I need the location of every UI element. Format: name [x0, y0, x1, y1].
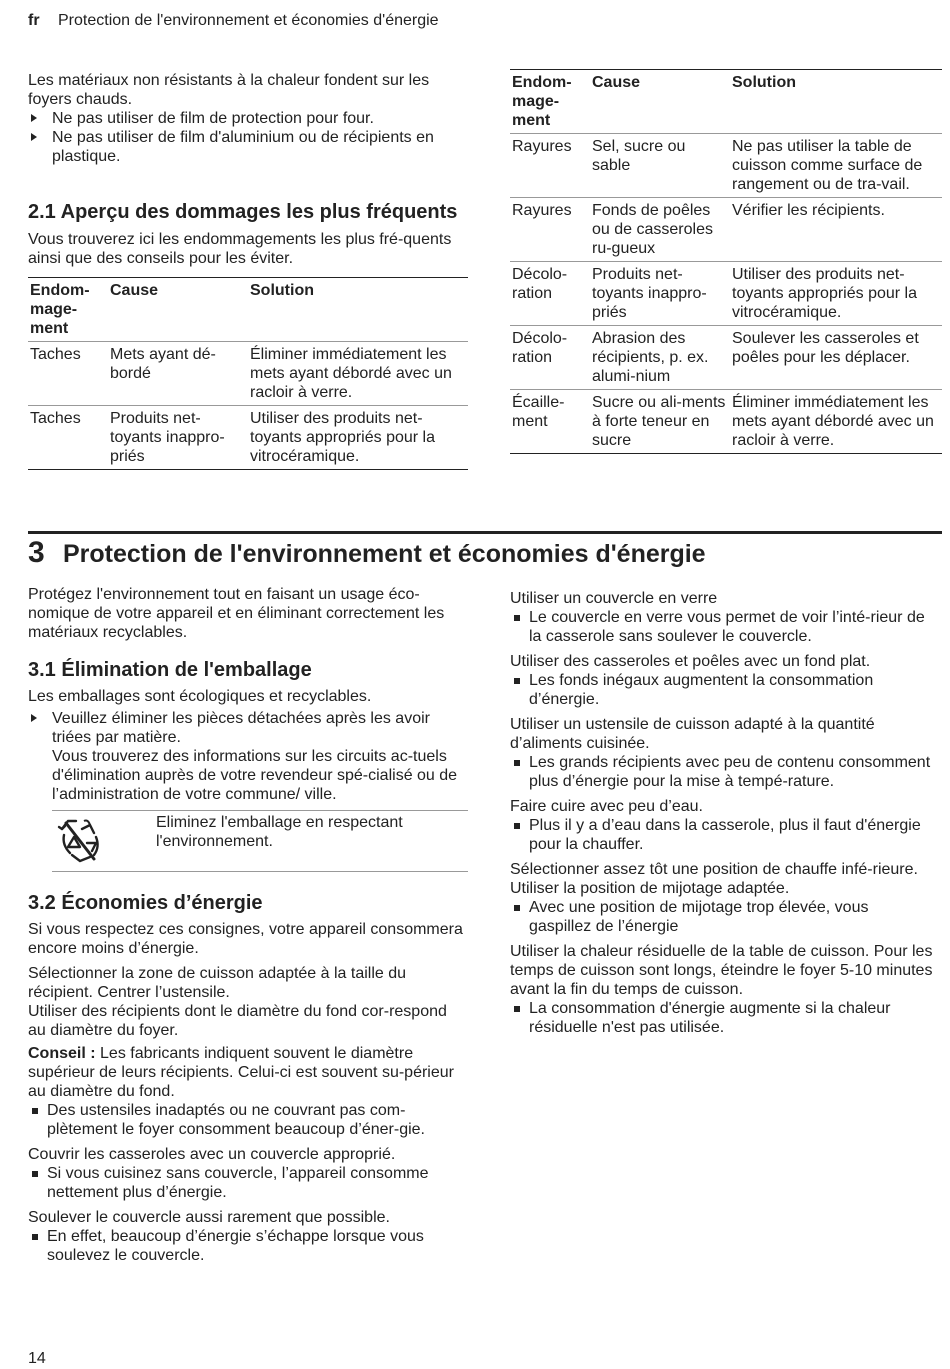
- table-header-row: [510, 70, 942, 134]
- cell-cause: Sel, sucre ou sable: [590, 134, 730, 198]
- intro-item: Ne pas utiliser de film d'aluminium ou de récipients en plastique.: [28, 128, 468, 166]
- recycling-icon: [54, 817, 104, 865]
- header-damage: Endom-mage-ment: [28, 278, 108, 342]
- tip-heading: Utiliser la chaleur résiduelle de la table de cuisson. Pour les temps de cuisson sont longs, éteindre le foyer 5-10 minutes avant la fin du temps de cuisson.: [510, 943, 933, 998]
- cell-solution: Utiliser des produits net-toyants appropriés pour la vitrocéramique.: [730, 262, 942, 326]
- table-row: [28, 342, 468, 406]
- section-3-1-item: Veuillez éliminer les pièces détachées après les avoir triées par matière.: [28, 709, 468, 747]
- header-solution: Solution: [248, 278, 468, 342]
- table-row: [510, 262, 942, 326]
- section-3-2-p1: Si vous respectez ces consignes, votre appareil consommera encore moins d’énergie.: [28, 921, 463, 957]
- cell-damage: Écaille-ment: [510, 390, 590, 454]
- cell-solution: Vérifier les récipients.: [730, 198, 942, 262]
- right-column-bottom: [510, 589, 935, 1037]
- table-header-row: [28, 278, 468, 342]
- section-3-rule: [28, 531, 942, 534]
- right-column-table: [510, 69, 942, 454]
- section-2-1-heading: [28, 201, 468, 224]
- section-3-2-p5: Soulever le couvercle aussi rarement que possible.: [28, 1209, 390, 1226]
- section-3-title: Protection de l'environnement et économies d'énergie: [63, 540, 706, 568]
- intro-text: Les matériaux non résistants à la chaleur fondent sur les foyers chauds.: [28, 72, 430, 108]
- tip-heading: Utiliser des casseroles et poêles avec un fond plat.: [510, 653, 871, 670]
- cell-damage: Taches: [28, 342, 108, 406]
- table-row: [510, 326, 942, 390]
- section-3-1-heading: [28, 659, 468, 682]
- cell-damage: Décolo-ration: [510, 262, 590, 326]
- cell-damage: Taches: [28, 406, 108, 470]
- bullet-item: Les grands récipients avec peu de contenu consomment plus d’énergie pour la mise à tempé-rature.: [510, 753, 935, 791]
- language-code: fr: [28, 12, 40, 29]
- section-3-intro: Protégez l'environnement tout en faisant un usage éco-nomique de votre appareil et en éliminant correctement les matériaux recyclables.: [28, 586, 445, 641]
- left-column-bottom: [28, 585, 468, 1265]
- tip-label: Conseil :: [28, 1045, 96, 1062]
- table-row: [510, 198, 942, 262]
- tip-heading: Utiliser un ustensile de cuisson adapté à la quantité d’aliments cuisinée.: [510, 716, 875, 752]
- tip-heading: Sélectionner assez tôt une position de chauffe infé-rieure. Utiliser la position de mijotage adaptée.: [510, 861, 918, 897]
- section-3-1-item-more: Vous trouverez des informations sur les circuits ac-tuels d'élimination auprès de votre revendeur spé-cialisé ou de l’administration de votre commune/ ville.: [52, 748, 458, 803]
- section-3-2-p2: Sélectionner la zone de cuisson adaptée à la taille du récipient. Centrer l’ustensile.: [28, 965, 407, 1001]
- section-title: Aperçu des dommages les plus fréquents: [60, 201, 458, 223]
- section-number: 3.1: [28, 659, 56, 681]
- recycling-note-text: Eliminez l'emballage en respectant l'environnement.: [156, 814, 403, 850]
- section-3-2-heading: [28, 892, 468, 915]
- section-number: 2.1: [28, 201, 56, 223]
- tip-heading: Faire cuire avec peu d’eau.: [510, 798, 703, 815]
- header-cause: Cause: [590, 70, 730, 134]
- left-column-top: [28, 71, 468, 470]
- cell-solution: Soulever les casseroles et poêles pour les déplacer.: [730, 326, 942, 390]
- cell-cause: Mets ayant dé-bordé: [108, 342, 248, 406]
- bullet-item: Si vous cuisinez sans couvercle, l’appareil consomme nettement plus d’énergie.: [28, 1164, 468, 1202]
- bullet-item: La consommation d'énergie augmente si la chaleur résiduelle n'est pas utilisée.: [510, 999, 935, 1037]
- recycling-note: [52, 810, 468, 872]
- damage-table-left: [28, 277, 468, 470]
- section-title: Élimination de l'emballage: [61, 659, 312, 681]
- section-3-1-text: Les emballages sont écologiques et recyclables.: [28, 688, 372, 705]
- table-row: [28, 406, 468, 470]
- cell-solution: Utiliser des produits net-toyants appropriés pour la vitrocéramique.: [248, 406, 468, 470]
- header-solution: Solution: [730, 70, 942, 134]
- tip-text: Les fabricants indiquent souvent le diamètre supérieur de leurs récipients. Celui-ci est souvent su-périeur au diamètre du fond.: [28, 1045, 454, 1100]
- running-header-title: Protection de l'environnement et économies d'énergie: [58, 12, 439, 29]
- bullet-item: Des ustensiles inadaptés ou ne couvrant pas com-plètement le foyer consomment beaucoup d’éner-gie.: [28, 1101, 468, 1139]
- cell-damage: Rayures: [510, 198, 590, 262]
- cell-cause: Produits net-toyants inappro-priés: [590, 262, 730, 326]
- cell-solution: Ne pas utiliser la table de cuisson comme surface de rangement ou de tra-vail.: [730, 134, 942, 198]
- intro-item: Ne pas utiliser de film de protection pour four.: [28, 109, 468, 128]
- table-row: [510, 390, 942, 454]
- cell-solution: Éliminer immédiatement les mets ayant débordé avec un racloir à verre.: [730, 390, 942, 454]
- header-cause: Cause: [108, 278, 248, 342]
- page-number: 14: [28, 1350, 46, 1367]
- tip-paragraph: [28, 1044, 468, 1101]
- section-title: Économies d’énergie: [61, 892, 263, 914]
- section-3-2-p3: Utiliser des récipients dont le diamètre du fond cor-respond au diamètre du foyer.: [28, 1003, 447, 1039]
- section-number: 3.2: [28, 892, 56, 914]
- cell-damage: Décolo-ration: [510, 326, 590, 390]
- section-3-2-p4: Couvrir les casseroles avec un couvercle approprié.: [28, 1146, 396, 1163]
- bullet-item: Plus il y a d’eau dans la casserole, plus il faut d'énergie pour la chauffer.: [510, 816, 935, 854]
- cell-cause: Fonds de poêles ou de casseroles ru-gueux: [590, 198, 730, 262]
- cell-cause: Produits net-toyants inappro-priés: [108, 406, 248, 470]
- cell-damage: Rayures: [510, 134, 590, 198]
- cell-cause: Sucre ou ali-ments à forte teneur en sucre: [590, 390, 730, 454]
- bullet-item: Avec une position de mijotage trop élevée, vous gaspillez de l’énergie: [510, 898, 935, 936]
- section-2-1-text: Vous trouverez ici les endommagements les plus fré-quents ainsi que des conseils pour les éviter.: [28, 231, 452, 267]
- table-row: [510, 134, 942, 198]
- cell-cause: Abrasion des récipients, p. ex. alumi-nium: [590, 326, 730, 390]
- bullet-item: En effet, beaucoup d’énergie s’échappe lorsque vous soulevez le couvercle.: [28, 1227, 468, 1265]
- bullet-item: Le couvercle en verre vous permet de voir l’inté-rieur de la casserole sans soulever le couvercle.: [510, 608, 935, 646]
- cell-solution: Éliminer immédiatement les mets ayant débordé avec un racloir à verre.: [248, 342, 468, 406]
- damage-table-right: [510, 69, 942, 454]
- tip-heading: Utiliser un couvercle en verre: [510, 590, 718, 607]
- header-damage: Endom-mage-ment: [510, 70, 590, 134]
- bullet-item: Les fonds inégaux augmentent la consommation d’énergie.: [510, 671, 935, 709]
- section-3-number: 3: [28, 536, 45, 569]
